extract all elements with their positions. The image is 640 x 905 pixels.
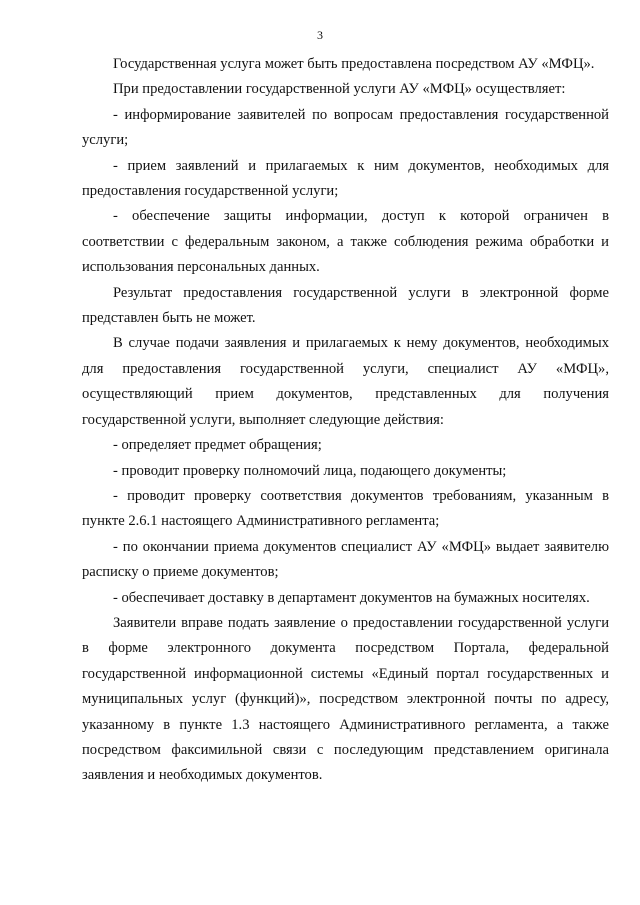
paragraph-electronic-submission: Заявители вправе подать заявление о предоставлении государственной услуги в форме электронного документа посредством Портала, федеральной государственной информационной системы «Единый портал государственных и муниципальных услуг (функций)», посредством электронной почты по адресу, указанному в пункте 1.3 настоящего Административного регламента, а также посредством факсимильной связи с последующим представлением оригинала заявления и необходимых документов. <box>82 614 609 784</box>
list-item-informing: - информирование заявителей по вопросам предоставления государственной услуги; <box>82 106 609 149</box>
list-item-subject: - определяет предмет обращения; <box>113 437 322 454</box>
list-item-compliance-check: - проводит проверку соответствия документов требованиям, указанным в пункте 2.6.1 настоящего Административного регламента; <box>82 487 609 530</box>
paragraph-mfc-duties-intro: При предоставлении государственной услуги АУ «МФЦ» осуществляет: <box>113 81 566 98</box>
paragraph-electronic-result: Результат предоставления государственной услуги в электронной форме представлен быть не может. <box>82 284 609 327</box>
document-body <box>82 52 609 789</box>
list-item-accepting-applications: - прием заявлений и прилагаемых к ним документов, необходимых для предоставления государственной услуги; <box>82 157 609 200</box>
paragraph-specialist-actions: В случае подачи заявления и прилагаемых к нему документов, необходимых для предоставления государственной услуги, специалист АУ «МФЦ», осуществляющий прием документов, представленных для получения государственной услуги, выполняет следующие действия: <box>82 335 609 428</box>
list-item-authority-check: - проводит проверку полномочий лица, подающего документы; <box>113 462 507 479</box>
page-number: 3 <box>317 28 323 42</box>
paragraph-mfc-provision: Государственная услуга может быть предоставлена посредством АУ «МФЦ». <box>113 56 595 72</box>
list-item-delivery: - обеспечивает доставку в департамент документов на бумажных носителях. <box>113 589 590 606</box>
list-item-data-protection: - обеспечение защиты информации, доступ к которой ограничен в соответствии с федеральным законом, а также соблюдения режима обработки и использования персональных данных. <box>82 208 609 276</box>
list-item-receipt: - по окончании приема документов специалист АУ «МФЦ» выдает заявителю расписку о приеме документов; <box>82 538 609 581</box>
